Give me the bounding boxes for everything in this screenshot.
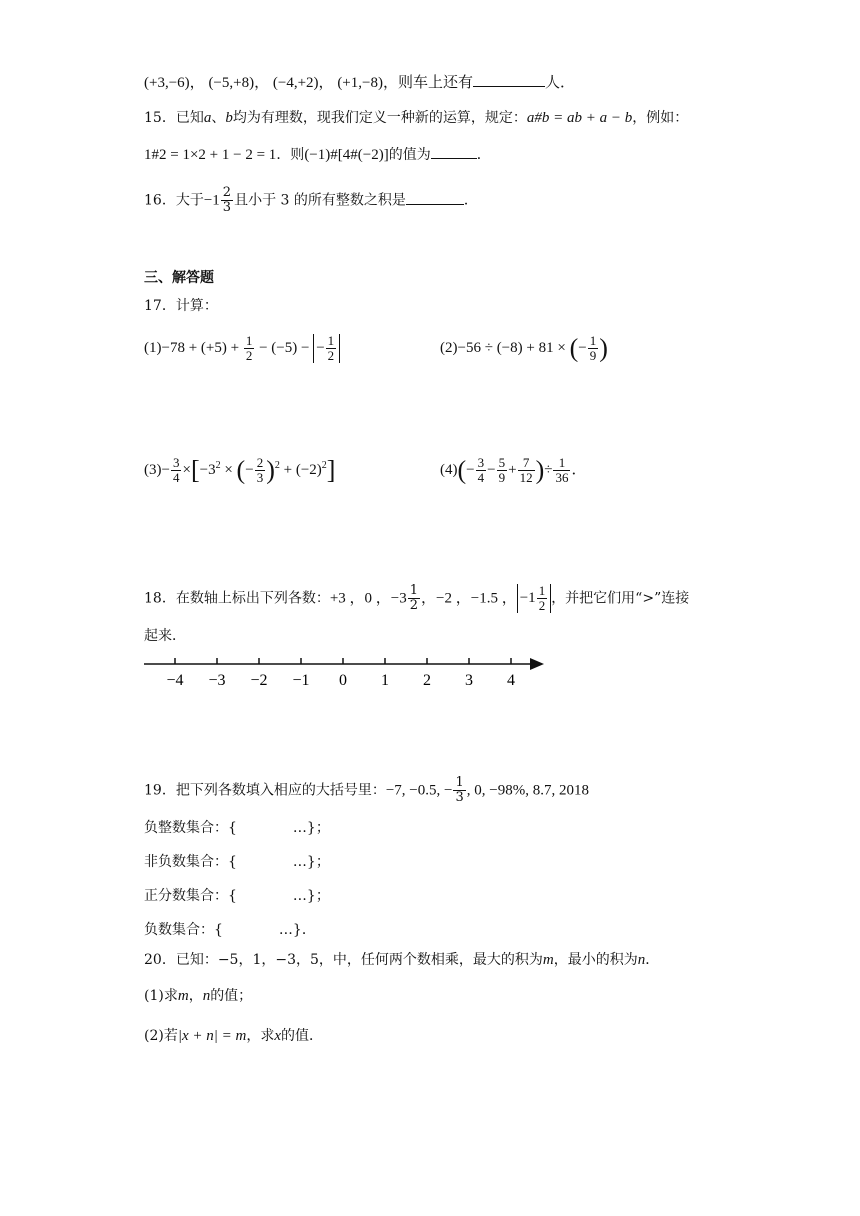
pair-2: (−5,+8) <box>208 75 255 91</box>
pair-4: (+1,−8) <box>337 75 383 91</box>
q19-line: 19．把下列各数填入相应的大括号里：−7, −0.5, − $\frac{1}{3}$ , 0, −98%, 8.7, 2018 <box>144 775 589 805</box>
set-positive-fractions: 正分数集合：{ …}； <box>144 888 330 904</box>
pair-1: (+3,−6) <box>144 75 190 91</box>
q17-part-1: (1)−78 + (+5) + $\frac{1}{2}$ − (−5) − − $\frac{1}{2}$ <box>144 334 340 363</box>
tick-label: 2 <box>423 672 431 689</box>
q17-title: 17．计算： <box>144 298 218 314</box>
tick-label: −4 <box>166 672 184 689</box>
absolute-value: −1 $\frac{1}{2}$ <box>517 584 551 613</box>
fraction: $\frac{2}{3}$ <box>222 185 232 215</box>
tick-label: 1 <box>381 672 389 689</box>
tick-label: 0 <box>339 672 347 689</box>
q16: 16．大于−1 $\frac{2}{3}$ 且小于 3 的所有整数之积是 ． <box>144 185 478 215</box>
q15-line-2: 1#2 = 1×2 + 1 − 2 = 1．则(−1)#[4#(−2)]的值为 ． <box>144 144 491 165</box>
example-expr: 1#2 = 1×2 + 1 − 2 = 1 <box>144 147 277 163</box>
target-expr: (−1)#[4#(−2)] <box>304 147 389 163</box>
set-negative: 负数集合：{ …}． <box>144 922 316 938</box>
q20-line: 20．已知：−5，1，−3，5，中，任何两个数相乘，最大的积为m，最小的积为n． <box>144 952 660 968</box>
answer-blank[interactable] <box>431 144 477 159</box>
q20-part-1: (1)求m，n的值； <box>144 988 253 1004</box>
tick-label: −1 <box>292 672 310 689</box>
q18-line-2: 起来． <box>144 628 186 644</box>
set-negative-integers: 负整数集合：{ …}； <box>144 820 330 836</box>
tick-label: 3 <box>465 672 473 689</box>
q15-line-1: 15．已知a、b均为有理数，现我们定义一种新的运算，规定：a#b = ab + a − b，例如： <box>144 110 689 126</box>
q14-tail: (+3,−6)， (−5,+8)， (−4,+2)， (+1,−8)，则车上还有 人． <box>144 72 575 93</box>
tick-label: −3 <box>208 672 226 689</box>
section-title: 三、解答题 <box>144 270 214 286</box>
rule-expr: a#b = ab + a − b <box>526 110 633 126</box>
set-non-negative: 非负数集合：{ …}； <box>144 854 330 870</box>
q17-part-4: (4)(− $\frac{3}{4}$ − $\frac{5}{9}$ + $\frac{7}{12}$ )÷ $\frac{1}{36}$ ． <box>440 455 587 485</box>
q20-part-2: (2)若|x + n| = m，求x的值． <box>144 1028 323 1044</box>
q18-line-1: 18．在数轴上标出下列各数：+3 ，0 ，−3 $\frac{1}{2}$ ，−2 ，−1.5 ， −1 $\frac{1}{2}$ ，并把它们用“>”连接 <box>144 583 690 613</box>
tick-label: −2 <box>250 672 268 689</box>
pair-3: (−4,+2) <box>272 75 319 91</box>
q17-part-2: (2)−56 ÷ (−8) + 81 × (− $\frac{1}{9}$ ) <box>440 333 608 363</box>
tick-label: 4 <box>507 672 515 689</box>
number-line <box>140 652 560 692</box>
absolute-value: − $\frac{1}{2}$ <box>313 334 340 363</box>
answer-blank[interactable] <box>473 72 545 87</box>
q17-part-3: (3)− $\frac{3}{4}$ $\times[-3^2$ × (− $\frac{2}{3}$ )$^2 + (-2)^2$] <box>144 455 336 486</box>
answer-blank[interactable] <box>406 190 464 205</box>
